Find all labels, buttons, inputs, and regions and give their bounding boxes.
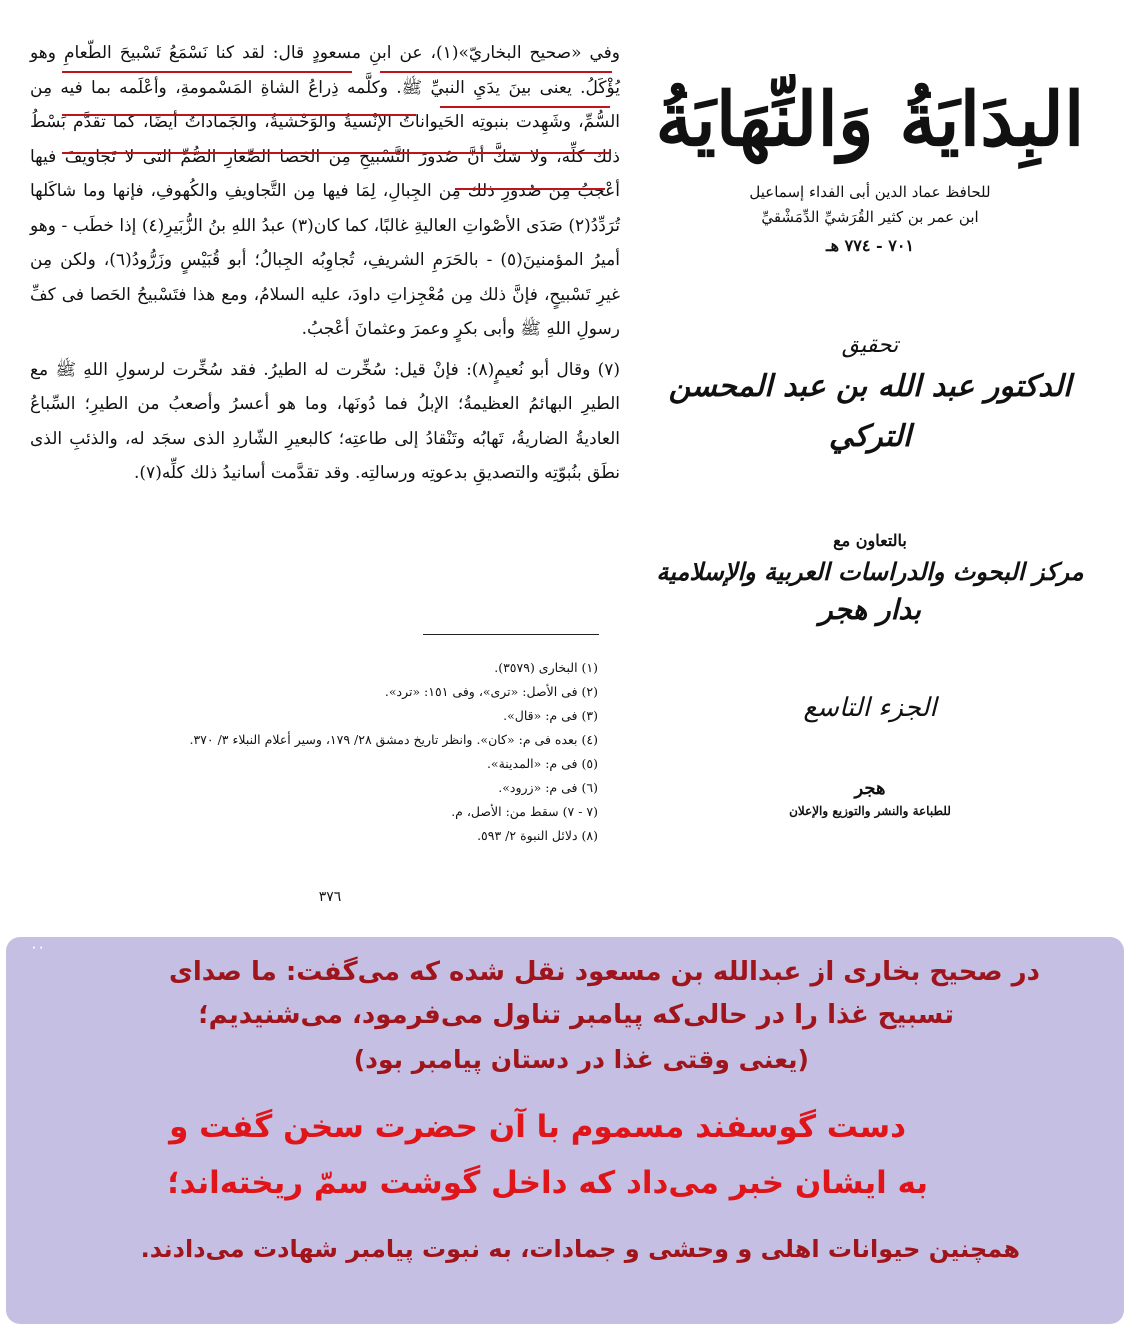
translation-line-6: همچنین حیوانات اهلی و وحشی و جمادات، به نبوت پیامبر شهادت می‌دادند.: [140, 1235, 1020, 1263]
highlight-underline-4: [62, 114, 416, 116]
decorative-dots: · ·: [32, 943, 44, 954]
translation-line-2: تسبیح غذا را در حالی‌که پیامبر تناول می‌فرمود، می‌شنیدیم؛: [198, 1000, 954, 1030]
footnote: (٨) دلائل النبوة ٢/ ٥٩٣.: [477, 828, 598, 843]
publisher-logo: هجر: [854, 778, 886, 799]
footnote: (٧ - ٧) سقط من: الأصل، م.: [451, 804, 598, 819]
page-number: ٣٧٦: [318, 889, 342, 905]
highlight-underline-2: [62, 71, 352, 73]
research-center: مركز البحوث والدراسات العربية والإسلامية: [656, 557, 1084, 586]
author-line: للحافظ عماد الدين أبى الفداء إسماعيل: [749, 183, 991, 201]
translation-line-1: در صحیح بخاری از عبدالله بن مسعود نقل شده که می‌گفت: ما صدای: [169, 957, 1040, 987]
translation-line-4: دست گوسفند مسموم با آن حضرت سخن گفت و: [169, 1109, 906, 1145]
footnote: (٥) فى م: «المدينة».: [486, 756, 598, 771]
volume-label: الجزء التاسع: [803, 693, 937, 723]
highlight-underline-5: [62, 152, 610, 154]
footnote: (٦) فى م: «زرود».: [498, 780, 598, 795]
highlight-underline-3: [440, 106, 610, 108]
footnote: (٣) فى م: «قال».: [503, 708, 598, 723]
title-page: [630, 40, 1110, 820]
cooperation-label: بالتعاون مع: [833, 531, 907, 550]
footnote: (٤) بعده فى م: «كان». وانظر تاريخ دمشق ٢٨/ ١٧٩، وسير أعلام النبلاء ٣/ ٣٧٠.: [189, 732, 598, 747]
highlight-underline-6: [455, 188, 605, 190]
book-title: البِدَايَةُ وَالنِّهَايَةُ: [655, 77, 1085, 163]
footnote: (١) البخارى (٣٥٧٩).: [494, 660, 598, 675]
publisher-subtitle: للطباعة والنشر والتوزيع والإعلان: [789, 804, 951, 818]
author-dates: ٧٠١ - ٧٧٤ هـ: [825, 236, 915, 255]
tahqiq-label: تحقيق: [841, 333, 899, 358]
paragraph-2: (٧) وقال أبو نُعيمٍ(٨): فإنْ قيل: سُخِّرت له الطيرُ. فقد سُخِّرت لرسولِ اللهِ ﷺ مع الطيرِ البهائمُ العظيمةُ؛ الإبلُ فما دُونَها، وما هو أعسرُ وأصعبُ من الطيرِ؛ السِّباعُ العاديةُ الضاريةُ، تَهابُه وتَنْقادُ إلى طاعتِه؛ كالبعيرِ الشّاردِ الذى سجَد له، والذئبِ الذى نطَق بنُبوّتِه والتصديقِ بدعوتِه ورسالتِه. وقد تقدَّمت أسانيدُ ذلك كلِّه(٧).: [30, 359, 620, 483]
footnotes: [120, 656, 598, 848]
translation-line-3: (یعنی وقتی غذا در دستان پیامبر بود): [353, 1045, 809, 1074]
highlight-underline-1: [380, 71, 612, 73]
book-page-text: [30, 36, 620, 491]
translation-panel: [6, 937, 1124, 1324]
paragraph-1: وفي «صحيح البخاريّ»(١)، عن ابنِ مسعودٍ قال: لقد كنا نَسْمَعُ تَسْبيحَ الطّعامِ وهو يُؤْكَلُ. يعنى بينَ يدَيِ النبيِّ ﷺ. وكلَّمه ذِراعُ الشاةِ المَسْمومةِ، وأعْلَمه بما فيه مِن السُّمِّ، وشَهِدت بنبوتِه الحَيواناتُ الإنْسيةُ والوَحْشيةُ، والجَماداتُ أيضًا، كما تقدَّم بَسْطُ ذلك كلِّه، ولا شكَّ أنَّ صُدورَ التَّسْبيحِ مِن الحَصا الصِّغارِ الصُّمِّ التى لا تَجاويفَ فيها أعْجبُ مِن صُدورِ ذلك مِن الجِبالِ، لِمَا فيها مِن التَّجاويفِ والكُهوفِ، فإنها وما شاكَلها تُرَدِّدُ(٢) صَدَى الأصْواتِ العاليةِ غالبًا، كما كان(٣) عبدُ اللهِ بنُ الزُّبَيرِ(٤) إذا خطَب - وهو أميرُ المؤمنينَ(٥) - بالحَرَمِ الشريفِ، تُجاوِبُه الجِبالُ؛ أبو قُبَيْسٍ وزَرُّودُ(٦)، ولكن مِن غيرِ تَسْبيحٍ، فإنَّ ذلك مِن مُعْجِزاتِ داودَ، عليه السلامُ، ومع هذا فتَسْبيحُ الحَصا فى كفِّ رسولِ اللهِ ﷺ وأبى بكرٍ وعمرَ وعثمانَ أعْجبُ.: [30, 43, 620, 339]
footnote: (٢) فى الأصل: «ترى»، وفى ١٥١: «ترد».: [384, 684, 598, 699]
footnote-separator: [423, 634, 599, 635]
editor-name: الدكتور عبد الله بن عبد المحسن التركي: [668, 369, 1072, 454]
dar-hajar: بدار هجر: [819, 593, 921, 626]
translation-line-5: به ایشان خبر می‌داد که داخل گوشت سمّ ریخته‌اند؛: [167, 1165, 928, 1201]
author-line: ابن عمر بن كثير القُرَشيِّ الدِّمَشْقيِّ: [761, 208, 979, 226]
